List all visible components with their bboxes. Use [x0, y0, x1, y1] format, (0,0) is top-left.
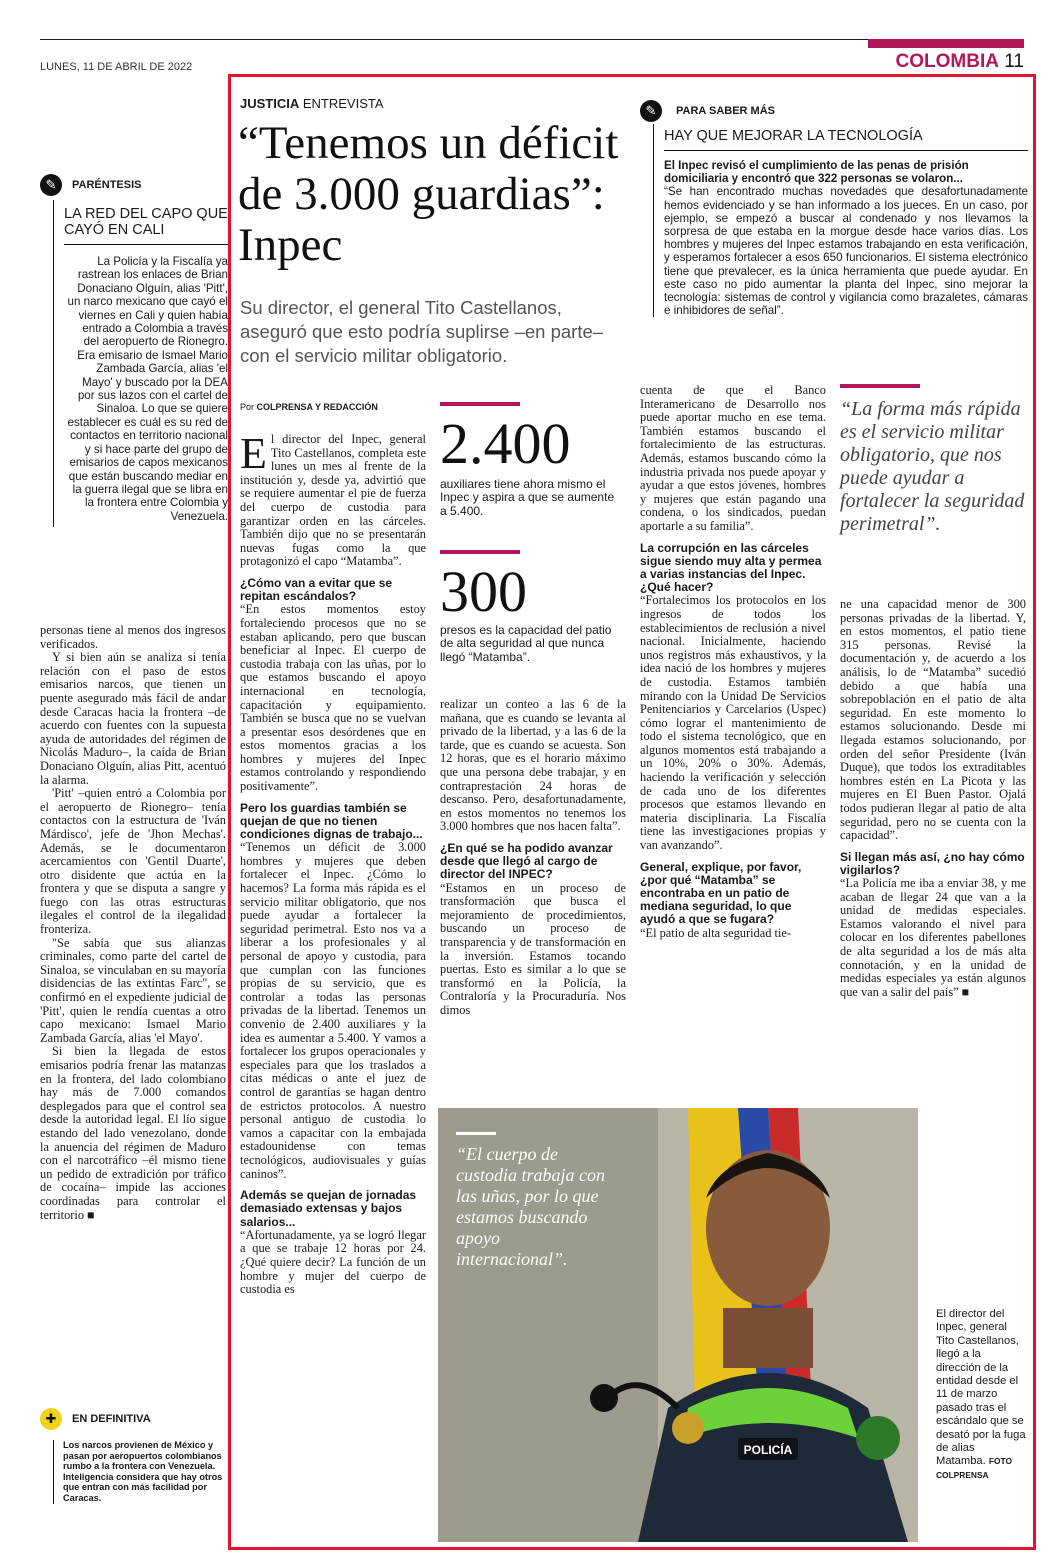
interview-question: La corrupción en las cárceles sigue siendo muy alta y permea a varias instancias del Inpec. ¿Qué hacer?	[640, 540, 822, 595]
headline: “Tenemos un déficit de 3.000 guardias”: Inpec	[238, 117, 619, 271]
pen-icon: ✎	[640, 100, 662, 122]
issue-date: LUNES, 11 DE ABRIL DE 2022	[40, 61, 193, 73]
parentesis-title: LA RED DEL CAPO QUE CAYÓ EN CALI	[64, 200, 228, 245]
saber-mas-lead: El Inpec revisó el cumplimiento de las penas de prisión domiciliaria y encontró que 322 personas se volaron...	[664, 159, 969, 186]
saber-mas-box	[640, 100, 1028, 317]
byline-prefix: Por	[240, 402, 257, 412]
interview-question: Si llegan más así, ¿no hay cómo vigilarlos?	[840, 849, 1025, 877]
stat-caption-2: presos es la capacidad del patio de alta seguridad al que nunca llegó “Matamba”.	[440, 623, 612, 664]
saber-mas-kicker: PARA SABER MÁS	[676, 105, 776, 117]
parentesis-box	[40, 174, 228, 527]
pullquote-1: “La forma más rápida es el servicio militar obligatorio, que nos puede ayudar a fortalecer la seguridad perimetral”.	[840, 398, 1025, 535]
kicker-section: JUSTICIA	[240, 96, 300, 111]
kicker-type: ENTREVISTA	[299, 96, 384, 111]
parentesis-header	[40, 174, 228, 196]
stat-rule-1	[440, 402, 520, 406]
caption-panel	[918, 1108, 1030, 1542]
paragraph: 'Pitt' –quien entró a Colombia por el aeropuerto de Rionegro– tenía contactos con la estructura de 'Iván Márdisco', jefe de 'Jhon Mechas'. Además, se le documentaron acercamientos con 'Gentil Duarte', otro disidente que actúa en la frontera y que se disputa a sangre y fuego con las otras estructuras ilegales el control de la ilegalidad fronteriza.	[40, 786, 226, 937]
article-column-4	[840, 598, 1026, 999]
paragraph: cuenta de que el Banco Interamericano de Desarrollo nos puede aportar mucho en ese tema. También estamos buscando el fortalecimiento de las estructuras. Además, estamos buscando cómo la industria privada nos puede apoyar y ayudar a que estos jóvenes, hombres y mujeres que están pagando una condena, o los sindicados, puedan aportarle a su familia”.	[640, 383, 826, 533]
article-column-3	[640, 384, 826, 940]
paragraph: “En estos momentos estoy fortaleciendo procesos que no se estaban aplicando, pero que buscan beneficiar al Inpec. El cuerpo de custodia trabaja con las uñas, por lo que estamos buscando el apoyo internacional en tecnología, capacitación y equipamiento. También se busca que no se vuelvan a presentar esos desórdenes que en estos momentos gracias a los hombres y mujeres del Inpec estamos controlando y respondiendo positivamente”.	[240, 602, 426, 794]
saber-mas-text: “Se han encontrado muchas novedades que desafortunadamente hemos evidenciado y se han informado a los jueces. En un caso, por ejemplo, se empezó a buscar al condenado y nos llevamos la sorpresa de que estaba en la morgue desde hace varios días. Los hombres y mujeres del Inpec estamos trabajando en esta verificación, y esperamos fortalecer a esos 650 funcionarios. El sistema electrónico tiene que prevalecer, es la única herramienta que puede ayudar. En este caso no pido aumentar la planta del Inpec, sino mejorar la tecnología: sistemas de control y vigilancia como brazaletes, cámaras e inhibidores de señal”.	[664, 185, 1028, 318]
paragraph: Si bien la llegada de estos emisarios podría frenar las matanzas en la frontera, del lado colombiano hay más de 7.000 comandos desplegados para que el control sea desde la autoridad legal. El lío sigue estando del lado venezolano, donde la anuencia del régimen de Maduro con el narcotráfico –él mismo tiene un pedido de extradición por tráfico de cocaína– impide las acciones coordinadas para controlar el territorio ■	[40, 1044, 226, 1222]
pullquote-2-rule	[456, 1132, 496, 1135]
saber-mas-header	[640, 100, 1028, 122]
section-name: COLOMBIA	[895, 51, 999, 72]
definitiva-header	[40, 1408, 228, 1430]
interview-question: ¿En qué se ha podido avanzar desde que llegó al cargo de director del INPEC?	[440, 840, 613, 882]
stat-rule-2	[440, 550, 520, 554]
paragraph: “La Policía me iba a enviar 38, y me acaban de llegar 24 que van a la unidad de medidas especiales. Estamos valorando el nivel para colocar en los diferentes pabellones de alta seguridad a los de más alta connotación, y en la unidad de medidas especiales ya están algunos que van a salir del país” ■	[840, 876, 1026, 999]
article-column-1	[240, 429, 426, 1297]
stat-value-1: 2.400	[440, 411, 571, 476]
interview-question: ¿Cómo van a evitar que se repitan escándalos?	[240, 575, 393, 604]
interview-question: Además se quejan de jornadas demasiado extensas y bajos salarios...	[240, 1188, 417, 1229]
pullquote-2: “El cuerpo de custodia trabaja con las uñas, por lo que estamos buscando apoyo internacional”.	[456, 1144, 605, 1269]
saber-mas-body	[653, 124, 1028, 317]
dropcap: E	[240, 429, 267, 478]
byline	[240, 402, 378, 412]
paragraph: personas tiene al menos dos ingresos verificados.	[40, 623, 226, 651]
stat-value-2: 300	[440, 559, 527, 624]
definitiva-text: Los narcos provienen de México y pasan por aeropuertos colombianos rumbo a la frontera con Venezuela. Inteligencia considera que hay otros que entran con más facilidad por Caracas.	[53, 1440, 228, 1504]
caption-text: El director del Inpec, general Tito Castellanos, llegó a la dirección de la entidad desde el 11 de marzo pasado tras el escándalo que se desató por la fuga de alias Matamba.	[936, 1308, 1026, 1468]
parentesis-body	[53, 200, 228, 527]
paragraph: l director del Inpec, general Tito Castellanos, completa este lunes un mes al frente de la institución y, desde ya, advirtió que se requiere aumentar el pie de fuerza del cuerpo de custodia para garantizar orden en las cárceles. También dijo que no se presentarán nuevas fugas como la que protagonizó el capo “Matamba”.	[240, 432, 426, 569]
section-color-bar	[868, 39, 1024, 48]
interview-question: Pero los guardias también se quejan de que no tienen condiciones dignas de trabajo...	[240, 800, 423, 842]
stat-caption-1: auxiliares tiene ahora mismo el Inpec y aspira a que se aumente a 5.400.	[440, 477, 615, 518]
badge-text: POLICÍA	[743, 1443, 793, 1457]
paragraph: Y si bien aún se analiza si tenía relación con el paso de estos emisarios narcos, que tienen un puente asegurado más fácil de andar desde Caracas hacia la frontera –de acuerdo con fuentes con la supuesta ayuda de autoridades del régimen de Nicolás Maduro–, la caída de Brian Donaciano Olguín, alias Pitt, acentuó la alarma.	[40, 650, 226, 787]
dek: Su director, el general Tito Castellanos, aseguró que esto podría suplirse –en parte– con el servicio militar obligatorio.	[240, 297, 604, 366]
pen-icon: ✎	[40, 174, 62, 196]
paragraph: realizar un conteo a las 6 de la mañana, que es cuando se levanta al privado de la libertad, y a las 6 de la tarde, que es cuando se acuesta. Son 12 horas, que es el horario máximo que una persona debe trabajar, y en contraprestación 24 horas de descanso. Pero, desafortunadamente, en estos momentos no tenemos los 3.000 hombres que nos hacen falta”.	[440, 697, 626, 834]
paragraph: ne una capacidad menor de 300 personas privadas de la libertad. Y, en estos momentos, el patio tiene 315 personas. Revisé la documentación y, de acuerdo a los análisis, lo de “Matamba” sucedió debido a que había una sobrepoblación en el patio de alta seguridad. En este momento lo estamos solucionando. Desde mi llegada estamos solucionando, por orden del señor Presidente (Iván Duque), que todos los extraditables hombres estén en La Picota y las mujeres en El Buen Pastor. Ojalá todos pudieran llegar al patio de alta seguridad, pero no se cuenta con la capacidad”.	[840, 597, 1026, 843]
paragraph: "Se sabía que sus alianzas criminales, como parte del cartel de Sinaloa, se vinculaban en su mayoría disidencias de las extintas Farc", se confirmó en el expediente judicial de 'Pitt', quien le rendía cuentas a otro capo mexicano: Ismael Mario Zambada García, alias 'el Mayo'.	[40, 935, 226, 1045]
photo-caption	[936, 1308, 1026, 1482]
parentesis-kicker: PARÉNTESIS	[72, 179, 142, 191]
interview-question: General, explique, por favor, ¿por qué “Matamba” se encontraba en un patio de mediana seguridad, lo que ayudó a que se fugara?	[640, 859, 802, 927]
paragraph: “Estamos en un proceso de transformación que busca el mejoramiento de procedimientos, buscando un proceso de transparencia y de transformación en la inversión. Estamos tocando puertas. Esto es similar a lo que se transformó en la Policía, la Contraloría y la Procuraduría. Nos dimos	[440, 880, 626, 1017]
article-kicker	[240, 96, 384, 111]
sidebar-column	[40, 624, 226, 1222]
page-number: 11	[1004, 51, 1024, 72]
compass-icon: ✚	[40, 1408, 62, 1430]
pullquote-rule	[840, 384, 920, 388]
byline-author: COLPRENSA Y REDACCIÓN	[256, 402, 378, 412]
paragraph: “Fortalecimos los protocolos en los ingresos de todos los establecimientos de reclusión a nivel nacional. Inicialmente, haciendo unos registros más exhaustivos, y la idea nació de los hombres y mujeres de custodia. Estamos también mirando con la Unidad De Servicios Penitenciarios y Carcelarios (Uspec) cómo lograr el mantenimiento de todo el sistema tecnológico, que en algunos momentos está trabajando a un 10%, 20% o 30%. Además, haciendo la verificación y selección de cada uno de los diferentes procesos que estamos llevando en materia disciplinaria. La Fiscalía tiene las investigaciones propias y van avanzando”.	[640, 593, 826, 853]
parentesis-text: La Policía y la Fiscalía ya rastrean los enlaces de Brian Donaciano Olguín, alias 'Pitt', un narco mexicano que cayó el viernes en Cali y quien había entrado a Colombia a través del aeropuerto de Rionegro. Era emisario de Ismael Mario Zambada García, alias 'el Mayo' y buscado por la DEA por sus lazos con el cartel de Sinaloa. Lo que se quiere establecer es cuál es su red de contactos en territorio nacional y si hace parte del grupo de emisarios de capos mexicanos que están buscando mediar en la guerra ilegal que se libra en la frontera entre Colombia y Venezuela.	[67, 255, 228, 523]
paragraph: “El patio de alta seguridad tie-	[640, 925, 792, 940]
section-header	[868, 52, 1024, 72]
director-photo	[438, 1108, 1030, 1542]
paragraph: “Tenemos un déficit de 3.000 hombres y mujeres que deben fortalecer el Inpec. ¿Cómo lo hacemos? La forma más rápida es el servicio militar obligatorio, que nos puede ayudar a fortalecer la seguridad perimetral. Esto nos va a liberar a los profesionales y al personal de apoyo y custodia, para que cumplan con las funciones propias de su servicio, que es controlar a todas las personas privadas de la libertad. Tenemos un convenio de 2.400 auxiliares y la idea es aumentar a 5.400. Y vamos a fortalecer los grupos operacionales y especiales para que los traslados a citas médicas o ante el juez de control de garantías se hagan dentro de estrictos protocolos. A nuestro personal antiguo de custodia lo vamos a capacitar con la embajada estadounidense con temas tecnológicos, audiovisuales y guías caninos”.	[240, 840, 426, 1181]
article-column-2	[440, 698, 626, 1017]
definitiva-kicker: EN DEFINITIVA	[72, 1413, 151, 1425]
definitiva-box	[40, 1408, 228, 1504]
paragraph: “Afortunadamente, ya se logró llegar a que se trabaje 12 horas por 24. ¿Qué quiere decir? La función de un hombre y mujer del cuerpo de custodia es	[240, 1227, 426, 1297]
saber-mas-title: HAY QUE MEJORAR LA TECNOLOGÍA	[664, 124, 1028, 151]
photo-credit: FOTO COLPRENSA	[936, 1456, 1012, 1480]
